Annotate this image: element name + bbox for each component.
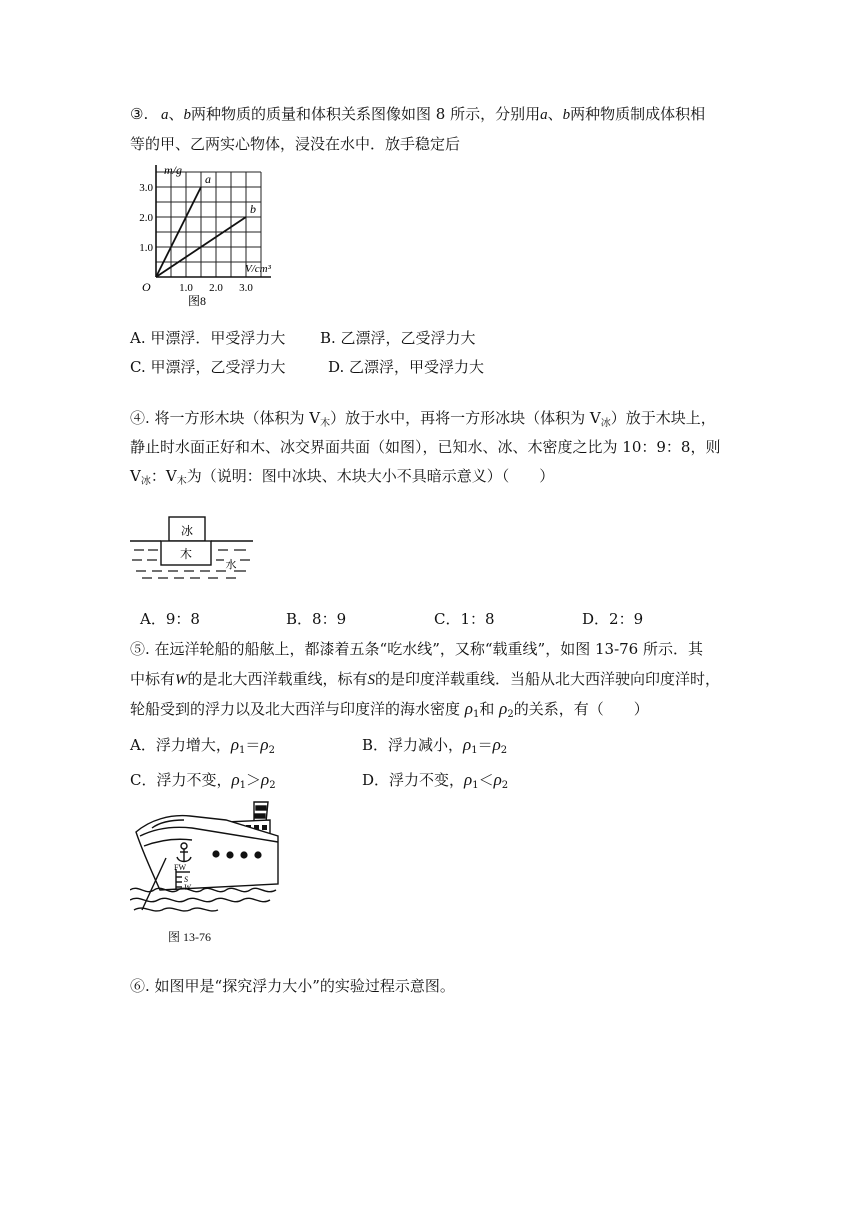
y-tick-label: 2.0 [139,212,153,224]
q5-s: S [367,672,376,688]
q3-line1 [130,104,705,125]
opt-c-op: ＞ [246,771,262,789]
x-tick-label: 3.0 [239,282,253,294]
q4-option-c: C．1：8 [434,610,495,628]
ship-label-w: W [184,883,191,892]
q3-sep2: 、 [547,105,563,123]
rho-2-sub: 2 [507,709,514,720]
rho-1: ρ [464,699,473,718]
ice-label: 冰 [180,524,194,538]
q5-line2-end: 的是印度洋载重线．当船从北大西洋驶向印度洋时， [375,670,721,688]
q4-sub3a: 冰 [140,476,151,487]
ship-label-s: S [184,875,188,884]
opt-c-rho1: ρ [231,770,240,789]
figure-8-chart [128,165,298,315]
y-tick-label: 3.0 [139,182,153,194]
q5-option-c [130,770,276,796]
q3-var-a: a [161,107,169,123]
q5-option-a [130,735,275,761]
q5-and: 和 [479,700,495,718]
q5-line3 [130,699,649,725]
q4-line3 [130,466,554,492]
q5-opt-a-text: A．浮力增大， [130,736,231,754]
q4-option-d: D．2：9 [582,610,644,628]
opt-b-sub1: 1 [471,745,478,756]
q3-var-b2: b [562,107,571,123]
q3-option-b: B. 乙漂浮，乙受浮力大 [320,329,476,347]
y-axis-label: m/g [164,165,182,177]
q5-option-d [362,770,508,796]
origin-label: O [142,280,151,294]
q4-line1 [130,408,716,434]
chart-labels [139,165,271,308]
q4-line1-pre: ④. 将一方形木块（体积为 V [130,409,321,427]
opt-d-rho2: ρ [493,770,502,789]
opt-b-rho1: ρ [463,735,472,754]
opt-b-sub2: 2 [500,745,508,756]
q6-line1: ⑥. 如图甲是“探究浮力大小”的实验过程示意图。 [130,977,455,995]
opt-c-rho2: ρ [261,770,270,789]
x-tick-label: 2.0 [209,282,223,294]
opt-b-op: ＝ [477,736,493,754]
q4-sub3b: 木 [176,476,187,487]
q5-line2 [130,669,720,690]
q5-line2-pre: 中标有 [130,670,176,688]
q5-opt-b-text: B．浮力减小， [362,736,464,754]
chart-grid [156,172,261,277]
opt-d-rho1: ρ [464,770,473,789]
opt-c-sub2: 2 [269,780,276,791]
opt-a-op: ＝ [245,736,261,754]
q4-line1-end: ）放于木块上， [610,409,716,427]
opt-a-sub2: 2 [268,745,275,756]
q3-number: ③. [130,105,149,123]
ship-illustration [130,798,280,916]
q4-option-b: B．8：9 [286,610,347,628]
opt-b-rho2: ρ [492,735,501,754]
q3-option-a: A. 甲漂浮．甲受浮力大 [130,329,286,347]
water-label: 水 [225,559,237,571]
opt-d-op: ＜ [478,771,494,789]
q5-line3-end: 的关系，有（ ） [513,700,649,718]
q3-line2: 等的甲、乙两实心物体，浸没在水中．放手稳定后 [130,135,461,153]
q3-sep: 、 [168,105,184,123]
opt-a-rho1: ρ [230,735,240,754]
series-label-a: a [205,172,211,186]
q3-var-b: b [183,107,192,123]
q3-line1-mid: 两种物质的质量和体积关系图像如图 8 所示，分别用 [191,105,541,123]
ship-funnel [254,802,268,822]
q3-option-d: D. 乙漂浮，甲受浮力大 [328,358,485,376]
q4-sub-ice: 冰 [600,418,611,429]
q5-option-b [362,735,507,761]
q4-option-a: A．9：8 [140,610,200,628]
rho-2: ρ [499,699,508,718]
q4-line3-mid: ：V [150,467,177,485]
q4-line3-end: 为（说明：图中冰块、木块大小不具暗示意义）（ ） [186,467,555,485]
q5-opt-d-text: D．浮力不变， [362,771,465,789]
q4-sub-wood: 木 [320,418,331,429]
q4-line2: 静止时水面正好和木、冰交界面共面（如图），已知水、冰、木密度之比为 10：9：8，则 [130,438,721,456]
opt-d-sub2: 2 [501,780,509,791]
opt-a-rho2: ρ [260,735,269,754]
q4-v1: V [130,467,141,485]
ice-wood-figure [128,512,258,584]
y-tick-label: 1.0 [139,242,153,254]
chart-axes [156,165,271,277]
ship-label-fw: FW [174,863,186,872]
chart-title: 图8 [187,294,207,308]
q3-option-c: C. 甲漂浮，乙受浮力大 [130,358,286,376]
q5-opt-c-text: C．浮力不变， [130,771,232,789]
q4-line1-mid: ）放于水中，再将一方形冰块（体积为 V [330,409,601,427]
x-axis-label: V/cm³ [245,263,271,275]
q5-line3-pre: 轮船受到的浮力以及北大西洋与印度洋的海水密度 [130,700,461,718]
q3-line1-end: 两种物质制成体积相 [570,105,706,123]
x-tick-label: 1.0 [179,282,193,294]
q5-line2-mid: 的是北大西洋载重线，标有 [187,670,368,688]
ship-figure-caption: 图 13-76 [168,930,211,944]
wood-label: 木 [179,547,193,561]
q5-line1: ⑤. 在远洋轮船的船舷上，都漆着五条“吃水线”，又称“载重线”，如图 13-76 所示．其 [130,640,703,658]
q5-w: W [175,672,188,688]
opt-a-sub1: 1 [239,745,246,756]
opt-c-sub1: 1 [239,780,247,791]
q3-var-a2: a [540,107,548,123]
series-label-b: b [250,202,256,216]
rho-1-sub: 1 [472,709,480,720]
opt-d-sub1: 1 [472,780,479,791]
